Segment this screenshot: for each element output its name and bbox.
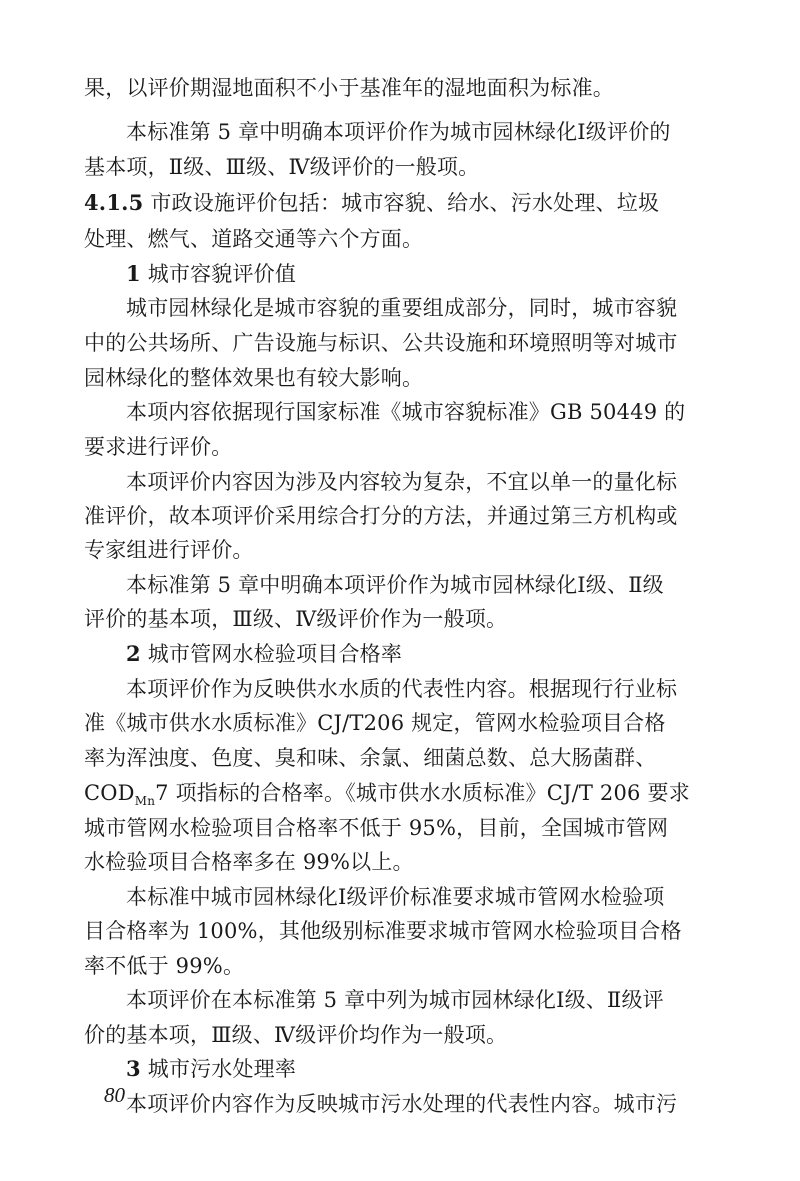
line-text: 城市污水处理率: [140, 1057, 297, 1081]
chemical-subscript: Mn: [134, 794, 156, 809]
text-line: [84, 951, 244, 981]
line-text: 中的公共场所、广告设施与标识、公共设施和环境照明等对城市: [84, 331, 678, 355]
text-line: [84, 916, 682, 946]
chemical-symbol: COD: [84, 781, 135, 805]
line-text: 价的基本项，Ⅲ级、Ⅳ级评价均作为一般项。: [84, 1023, 508, 1047]
section-number: 4.1.5: [84, 190, 144, 215]
line-text: 本标准中城市园林绿化Ⅰ级评价标准要求城市管网水检验项: [126, 885, 665, 909]
line-text: 要求进行评价。: [84, 435, 233, 459]
text-line: [126, 293, 677, 323]
line-text: 城市园林绿化是城市容貌的重要组成部分，同时，城市容貌: [126, 296, 678, 320]
text-line: [84, 813, 668, 843]
text-line: [84, 847, 414, 877]
text-line: [84, 604, 507, 634]
line-text: 本项评价在本标准第 5 章中列为城市园林绿化Ⅰ级、Ⅱ级评: [126, 988, 664, 1012]
text-line: [84, 708, 666, 738]
line-text: 本项评价作为反映供水水质的代表性内容。根据现行行业标: [126, 677, 678, 701]
text-line: [84, 188, 659, 218]
line-text: 本项内容依据现行国家标准《城市容貌标准》GB 50449 的: [126, 400, 686, 424]
text-line: [84, 73, 614, 103]
text-line: [126, 570, 664, 600]
line-text: 本项评价内容作为反映城市污水处理的代表性内容。城市污: [126, 1092, 678, 1116]
line-text: 准《城市供水水质标准》CJ/T206 规定，管网水检验项目合格: [84, 711, 666, 735]
text-line: [126, 117, 671, 147]
text-line: [84, 363, 423, 393]
line-text: 本项评价内容因为涉及内容较为复杂，不宜以单一的量化标: [126, 470, 678, 494]
text-line: [126, 639, 402, 669]
text-line: [84, 1020, 507, 1050]
line-text: 园林绿化的整体效果也有较大影响。: [84, 366, 424, 390]
text-line: [126, 467, 677, 497]
line-text: 本标准第 5 章中明确本项评价作为城市园林绿化Ⅰ级、Ⅱ级: [126, 573, 664, 597]
text-line: [84, 328, 678, 358]
page-number: 80: [104, 1083, 125, 1107]
line-text: 目合格率为 100%，其他级别标准要求城市管网水检验项目合格: [84, 919, 682, 943]
text-line: [126, 985, 664, 1015]
text-line: [84, 778, 690, 808]
line-text: 处理、燃气、道路交通等六个方面。: [84, 227, 424, 251]
text-line: [126, 882, 665, 912]
section-number: 1: [126, 261, 141, 286]
line-text: 果，以评价期湿地面积不小于基准年的湿地面积为标准。: [84, 76, 614, 100]
text-line: [84, 432, 232, 462]
section-number: 3: [126, 1056, 141, 1081]
line-text: 7 项指标的合格率。《城市供水水质标准》CJ/T 206 要求: [155, 781, 690, 805]
text-line: [84, 152, 479, 182]
text-line: [126, 674, 677, 704]
text-line: [126, 259, 296, 289]
text-line: [84, 501, 678, 531]
line-text: 城市管网水检验项目合格率不低于 95%，目前，全国城市管网: [84, 816, 669, 840]
text-line: [126, 397, 685, 427]
line-text: 基本项，Ⅱ级、Ⅲ级、Ⅳ级评价的一般项。: [84, 155, 480, 179]
text-line: [84, 535, 254, 565]
line-text: 城市管网水检验项目合格率: [140, 642, 403, 666]
line-text: 水检验项目合格率多在 99%以上。: [84, 850, 414, 874]
text-line: [84, 224, 423, 254]
line-text: 率为浑浊度、色度、臭和味、余氯、细菌总数、总大肠菌群、: [84, 746, 657, 770]
text-line: [126, 1054, 296, 1084]
section-number: 2: [126, 641, 141, 666]
line-text: 城市容貌评价值: [140, 262, 297, 286]
line-text: 市政设施评价包括：城市容貌、给水、污水处理、垃圾: [143, 191, 660, 215]
line-text: 准评价，故本项评价采用综合打分的方法，并通过第三方机构或: [84, 504, 678, 528]
text-line: [84, 743, 656, 773]
line-text: 本标准第 5 章中明确本项评价作为城市园林绿化Ⅰ级评价的: [126, 120, 671, 144]
line-text: 率不低于 99%。: [84, 954, 245, 978]
line-text: 专家组进行评价。: [84, 538, 254, 562]
line-text: 评价的基本项，Ⅲ级、Ⅳ级评价作为一般项。: [84, 607, 508, 631]
text-line: [126, 1089, 677, 1119]
